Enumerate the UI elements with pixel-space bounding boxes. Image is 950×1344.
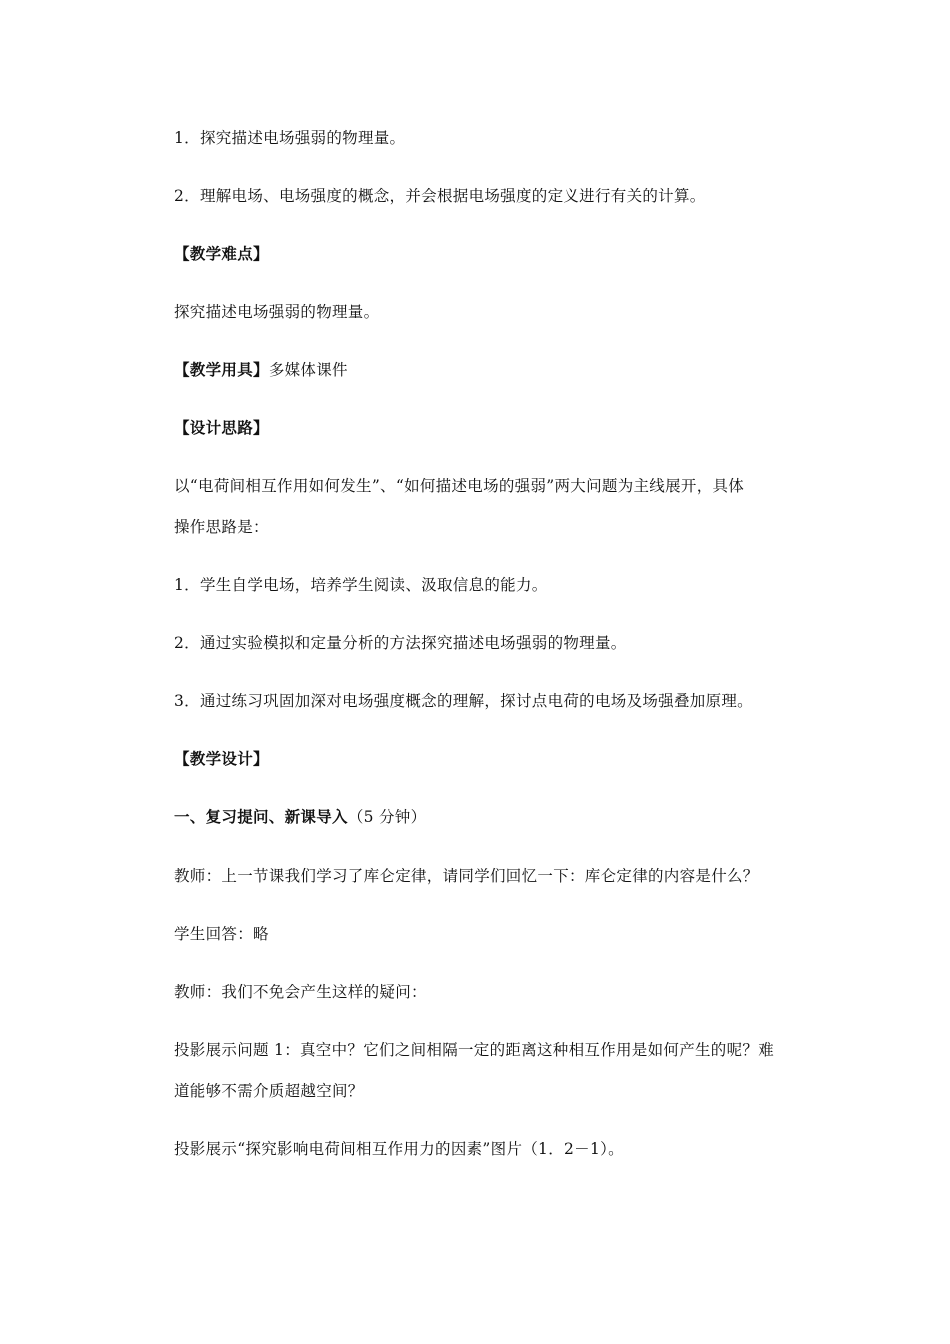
tools-line: [174, 360, 348, 380]
difficulty-text: 探究描述电场强弱的物理量。: [174, 303, 380, 321]
teacher-line-1: 教师：上一节课我们学习了库仑定律，请同学们回忆一下：库仑定律的内容是什么？: [174, 867, 759, 885]
teacher-line-2: 教师：我们不免会产生这样的疑问：: [174, 983, 427, 1001]
projection-1-line-1: 投影展示问题 1：真空中？它们之间相隔一定的距离这种相互作用是如何产生的呢？难: [174, 1041, 774, 1059]
goal-item-1: 1．探究描述电场强弱的物理量。: [174, 129, 406, 147]
teaching-design-heading: 【教学设计】: [174, 749, 269, 768]
design-idea-heading: 【设计思路】: [174, 418, 269, 437]
step-item-3: 3．通过练习巩固加深对电场强度概念的理解，探讨点电荷的电场及场强叠加原理。: [174, 692, 753, 710]
student-line-1: 学生回答：略: [174, 925, 269, 943]
step-item-1: 1．学生自学电场，培养学生阅读、汲取信息的能力。: [174, 576, 548, 594]
step-item-2: 2．通过实验模拟和定量分析的方法探究描述电场强弱的物理量。: [174, 634, 627, 652]
section-1-time: （5 分钟）: [347, 808, 427, 826]
goal-item-2: 2．理解电场、电场强度的概念，并会根据电场强度的定义进行有关的计算。: [174, 187, 706, 205]
difficulty-heading: 【教学难点】: [174, 244, 269, 263]
design-idea-line-2: 操作思路是：: [174, 518, 269, 536]
tools-text: 多媒体课件: [268, 361, 348, 379]
design-idea-line-1: 以“电荷间相互作用如何发生”、“如何描述电场的强弱”两大问题为主线展开，具体: [174, 477, 745, 495]
projection-2: 投影展示“探究影响电荷间相互作用力的因素”图片（1．2－1）。: [174, 1140, 624, 1158]
section-1-title: 一、复习提问、新课导入: [174, 807, 348, 826]
tools-heading: 【教学用具】: [174, 360, 269, 379]
projection-1-line-2: 道能够不需介质超越空间？: [174, 1082, 364, 1100]
section-1-heading: [174, 807, 426, 827]
